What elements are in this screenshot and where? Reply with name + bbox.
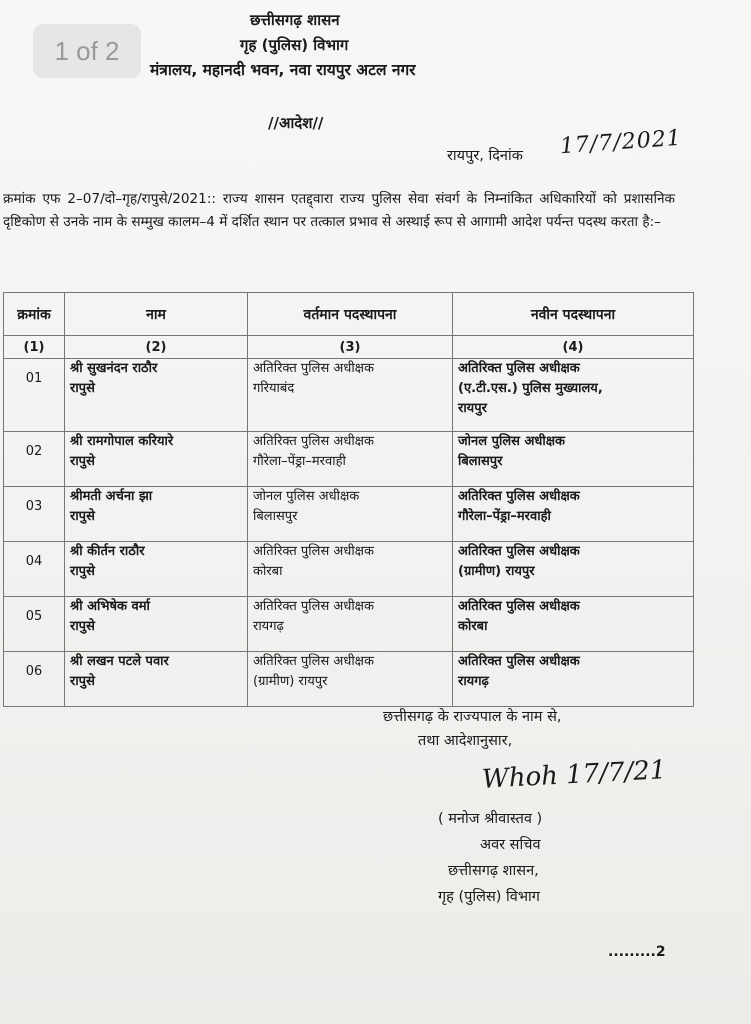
row-sno: 04 (4, 542, 65, 597)
row-sno: 03 (4, 487, 65, 542)
order-title: //आदेश// (268, 114, 324, 132)
col-number: (2) (65, 336, 248, 359)
row-name: श्री सुखनंदन राठौर (70, 361, 158, 376)
row-service: रापुसे (70, 509, 95, 524)
row-new-cell (453, 597, 694, 652)
header-government: छत्तीसगढ़ शासन (250, 11, 340, 29)
table-header-row (4, 293, 694, 336)
handwritten-date: 17/7/2021 (559, 125, 683, 160)
table-row (4, 432, 694, 487)
row-name: श्री अभिषेक वर्मा (70, 599, 150, 614)
row-current-cell (248, 597, 453, 652)
row-new-line2: गौरेला–पेंड्रा–मरवाही (458, 509, 551, 524)
row-new-line1: अतिरिक्त पुलिस अधीक्षक (458, 654, 580, 669)
signature-line2: तथा आदेशानुसार, (418, 733, 513, 749)
row-current-cell (248, 487, 453, 542)
row-new-line1: अतिरिक्त पुलिस अधीक्षक (458, 599, 580, 614)
row-current-line1: अतिरिक्त पुलिस अधीक्षक (253, 654, 374, 669)
row-current-line1: अतिरिक्त पुलिस अधीक्षक (253, 361, 374, 376)
row-current-line1: अतिरिक्त पुलिस अधीक्षक (253, 599, 374, 614)
row-new-line1: अतिरिक्त पुलिस अधीक्षक (458, 544, 580, 559)
row-new-line1: अतिरिक्त पुलिस अधीक्षक (458, 361, 580, 376)
row-current-line2: रायगढ़ (253, 619, 284, 634)
table-row (4, 359, 694, 432)
row-new-line2: कोरबा (458, 619, 488, 634)
row-name: श्रीमती अर्चना झा (70, 489, 153, 504)
header-department: गृह (पुलिस) विभाग (240, 36, 349, 54)
row-service: रापुसे (70, 454, 95, 469)
row-current-line2: कोरबा (253, 564, 283, 579)
row-new-line2: रायगढ़ (458, 674, 489, 689)
table-row (4, 652, 694, 707)
table-row (4, 542, 694, 597)
row-sno: 05 (4, 597, 65, 652)
row-new-cell (453, 542, 694, 597)
row-sno: 01 (4, 359, 65, 432)
col-number: (3) (248, 336, 453, 359)
transfer-table (3, 292, 694, 707)
place-date-label: रायपुर, दिनांक (447, 148, 523, 164)
handwritten-signature: Whoh 17/7/21 (481, 755, 668, 795)
row-name-cell (65, 359, 248, 432)
header-sno: क्रमांक (4, 293, 65, 336)
signature-line1: छत्तीसगढ़ के राज्यपाल के नाम से, (383, 709, 562, 725)
column-number-row (4, 336, 694, 359)
table-row (4, 487, 694, 542)
row-service: रापुसे (70, 381, 95, 396)
row-service: रापुसे (70, 564, 95, 579)
next-page-marker: .........2 (608, 944, 666, 960)
row-new-line2: बिलासपुर (458, 454, 503, 469)
row-new-cell (453, 487, 694, 542)
row-new-line3: रायपुर (458, 401, 487, 416)
signatory-name: ( मनोज श्रीवास्तव ) (438, 811, 543, 827)
row-new-line1: जोनल पुलिस अधीक्षक (458, 434, 566, 449)
row-current-cell (248, 652, 453, 707)
page-indicator: 1 of 2 (33, 24, 141, 78)
row-current-cell (248, 359, 453, 432)
row-sno: 02 (4, 432, 65, 487)
row-service: रापुसे (70, 674, 95, 689)
signatory-dept2: गृह (पुलिस) विभाग (438, 889, 540, 905)
row-name-cell (65, 487, 248, 542)
row-new-line2: (ए.टी.एस.) पुलिस मुख्यालय, (458, 381, 603, 396)
signatory-dept1: छत्तीसगढ़ शासन, (448, 863, 539, 879)
row-current-line1: अतिरिक्त पुलिस अधीक्षक (253, 434, 374, 449)
row-current-cell (248, 542, 453, 597)
row-new-line1: अतिरिक्त पुलिस अधीक्षक (458, 489, 580, 504)
row-name: श्री लखन पटले पवार (70, 654, 169, 669)
col-number: (1) (4, 336, 65, 359)
row-new-cell (453, 652, 694, 707)
row-current-line2: बिलासपुर (253, 509, 298, 524)
row-current-line2: (ग्रामीण) रायपुर (253, 674, 328, 689)
row-name-cell (65, 432, 248, 487)
header-address: मंत्रालय, महानदी भवन, नवा रायपुर अटल नगर (150, 61, 416, 79)
row-name-cell (65, 652, 248, 707)
row-new-cell (453, 432, 694, 487)
row-name-cell (65, 597, 248, 652)
signatory-designation: अवर सचिव (480, 837, 541, 853)
row-name-cell (65, 542, 248, 597)
table-row (4, 597, 694, 652)
row-current-line2: गरियाबंद (253, 381, 295, 396)
header-name: नाम (65, 293, 248, 336)
row-current-cell (248, 432, 453, 487)
header-current-posting: वर्तमान पदस्थापना (248, 293, 453, 336)
col-number: (4) (453, 336, 694, 359)
header-new-posting: नवीन पदस्थापना (453, 293, 694, 336)
order-paragraph: क्रमांक एफ 2–07/दो–गृह/रापुसे/2021:: राज्य शासन एतद्द्वारा राज्य पुलिस सेवा संवर्ग के निम्नांकित अधिकारियों को प्रशासनिक दृष्टिकोण से उनके नाम के सम्मुख कालम–4 में दर्शित स्थान पर तत्काल प्रभाव से अस्थाई रूप से आगामी आदेश पर्यन्त पदस्थ करता है:– (3, 191, 675, 230)
row-name: श्री रामगोपाल करियारे (70, 434, 174, 449)
row-sno: 06 (4, 652, 65, 707)
row-current-line1: अतिरिक्त पुलिस अधीक्षक (253, 544, 374, 559)
row-new-cell (453, 359, 694, 432)
row-name: श्री कीर्तन राठौर (70, 544, 145, 559)
row-service: रापुसे (70, 619, 95, 634)
row-current-line1: जोनल पुलिस अधीक्षक (253, 489, 360, 504)
row-current-line2: गौरेला–पेंड्रा–मरवाही (253, 454, 346, 469)
row-new-line2: (ग्रामीण) रायपुर (458, 564, 535, 579)
